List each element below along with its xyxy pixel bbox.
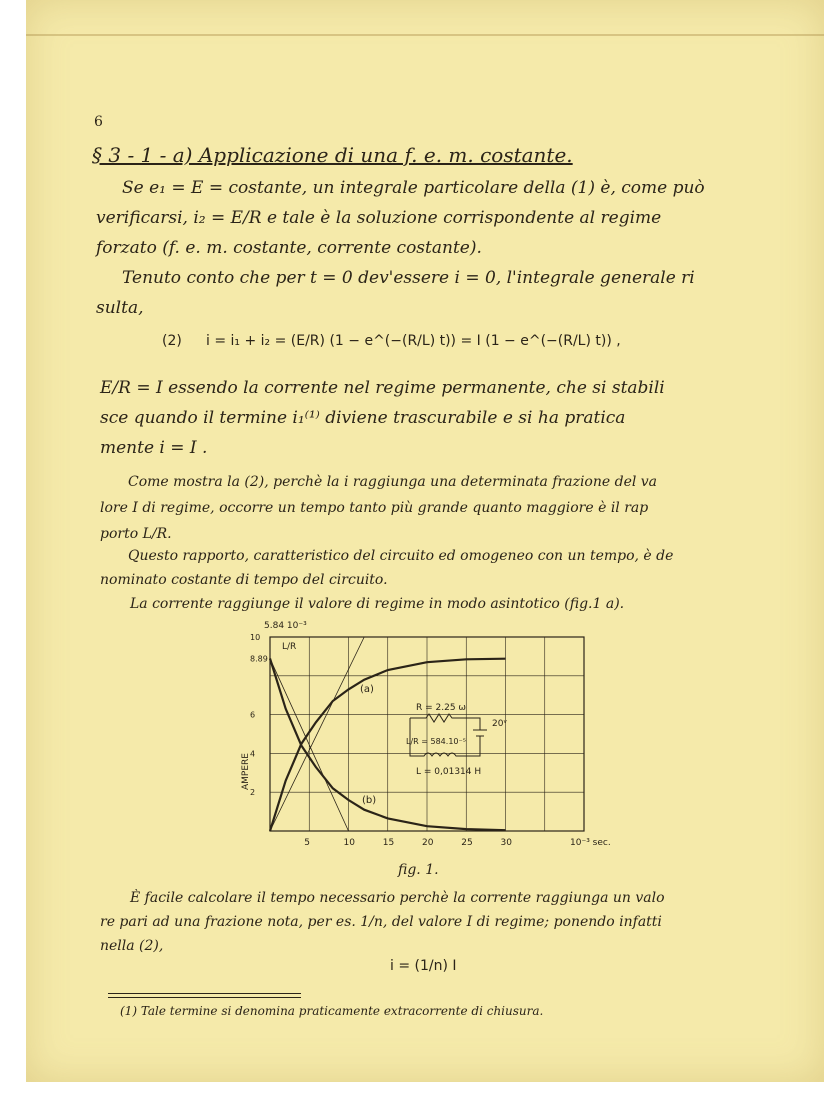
curve-a-label: (a) xyxy=(360,684,374,695)
y-tick-label: 8.89 xyxy=(250,654,268,664)
paragraph-4-line-1: Come mostra la (2), perchè la i raggiunga una determinata frazione del va xyxy=(128,474,658,490)
page-number: 6 xyxy=(94,114,103,130)
circuit-time-constant: L/R = 584.10⁻⁵ xyxy=(406,737,466,746)
circuit-voltage: 20ᵛ xyxy=(492,719,508,729)
paragraph-7-line-3: nella (2), xyxy=(100,938,164,954)
y-tick-label: 2 xyxy=(250,788,256,798)
footnote: (1) Tale termine si denomina praticamente extracorrente di chiusura. xyxy=(120,1004,544,1018)
battery-symbol xyxy=(473,730,487,736)
paragraph-7-line-2: re pari ad una frazione nota, per es. 1/n, del valore I di regime; ponendo infatti xyxy=(100,914,662,930)
paragraph-3-line-2: sce quando il termine i₁⁽¹⁾ diviene trascurabile e si ha pratica xyxy=(100,408,626,428)
paragraph-5-line-2: nominato costante di tempo del circuito. xyxy=(100,572,388,588)
x-tick-label: 10 xyxy=(343,838,355,848)
x-tick-label: 20 xyxy=(422,838,434,848)
section-heading: § 3 - 1 - a) Applicazione di una f. e. m. costante. xyxy=(92,143,573,167)
x-axis-unit: 10⁻³ sec. xyxy=(570,838,611,848)
equation-2: i = i₁ + i₂ = (E/R) (1 − e^(−(R/L) t)) = I (1 − e^(−(R/L) t)) , xyxy=(206,333,621,349)
paper-fold xyxy=(26,34,824,36)
circuit-resistance: R = 2.25 ω xyxy=(416,703,466,713)
y-tick-label: 4 xyxy=(250,749,256,759)
paragraph-4-line-2: lore I di regime, occorre un tempo tanto più grande quanto maggiore è il rap xyxy=(100,500,649,516)
paragraph-1-line-2: verificarsi, i₂ = E/R e tale è la soluzione corrispondente al regime xyxy=(96,208,662,228)
lr-label: L/R xyxy=(282,642,297,652)
paragraph-7-line-1: È facile calcolare il tempo necessario perchè la corrente raggiunga un valo xyxy=(130,890,665,906)
resistor-symbol xyxy=(410,714,480,730)
equation-2-label: (2) xyxy=(162,333,182,349)
x-tick-label: 25 xyxy=(461,838,473,848)
figure-1-graph xyxy=(230,620,630,880)
x-tick-label: 5 xyxy=(304,838,310,848)
paragraph-3-line-3: mente i = I . xyxy=(100,438,208,458)
figure-caption: fig. 1. xyxy=(398,862,439,878)
curve-b-label: (b) xyxy=(362,795,377,806)
paragraph-2-line-1: Tenuto conto che per t = 0 dev'essere i = 0, l'integrale generale ri xyxy=(122,268,695,288)
circuit-diagram xyxy=(410,714,487,756)
y-axis-label: AMPERE xyxy=(241,753,251,790)
y-tick-label: 10 xyxy=(250,633,261,642)
footnote-rule xyxy=(108,993,301,998)
circuit-inductance: L = 0,01314 H xyxy=(416,767,482,777)
paragraph-4-line-3: porto L/R. xyxy=(100,526,172,542)
paragraph-1-line-3: forzato (f. e. m. costante, corrente costante). xyxy=(96,238,482,258)
paragraph-3-line-1: E/R = I essendo la corrente nel regime permanente, che si stabili xyxy=(100,378,665,398)
paragraph-2-line-2: sulta, xyxy=(96,298,144,318)
y-ticks xyxy=(250,633,268,797)
top-note: 5.84 10⁻³ xyxy=(264,621,307,631)
equation-3: i = (1/n) I xyxy=(390,958,457,974)
x-ticks xyxy=(304,838,512,848)
x-tick-label: 30 xyxy=(500,838,512,848)
x-tick-label: 15 xyxy=(382,838,395,848)
y-tick-label: 6 xyxy=(250,710,256,720)
paragraph-5-line-1: Questo rapporto, caratteristico del circuito ed omogeneo con un tempo, è de xyxy=(128,548,674,564)
paragraph-6: La corrente raggiunge il valore di regime in modo asintotico (fig.1 a). xyxy=(130,596,625,612)
paragraph-1-line-1: Se e₁ = E = costante, un integrale particolare della (1) è, come può xyxy=(122,178,705,198)
